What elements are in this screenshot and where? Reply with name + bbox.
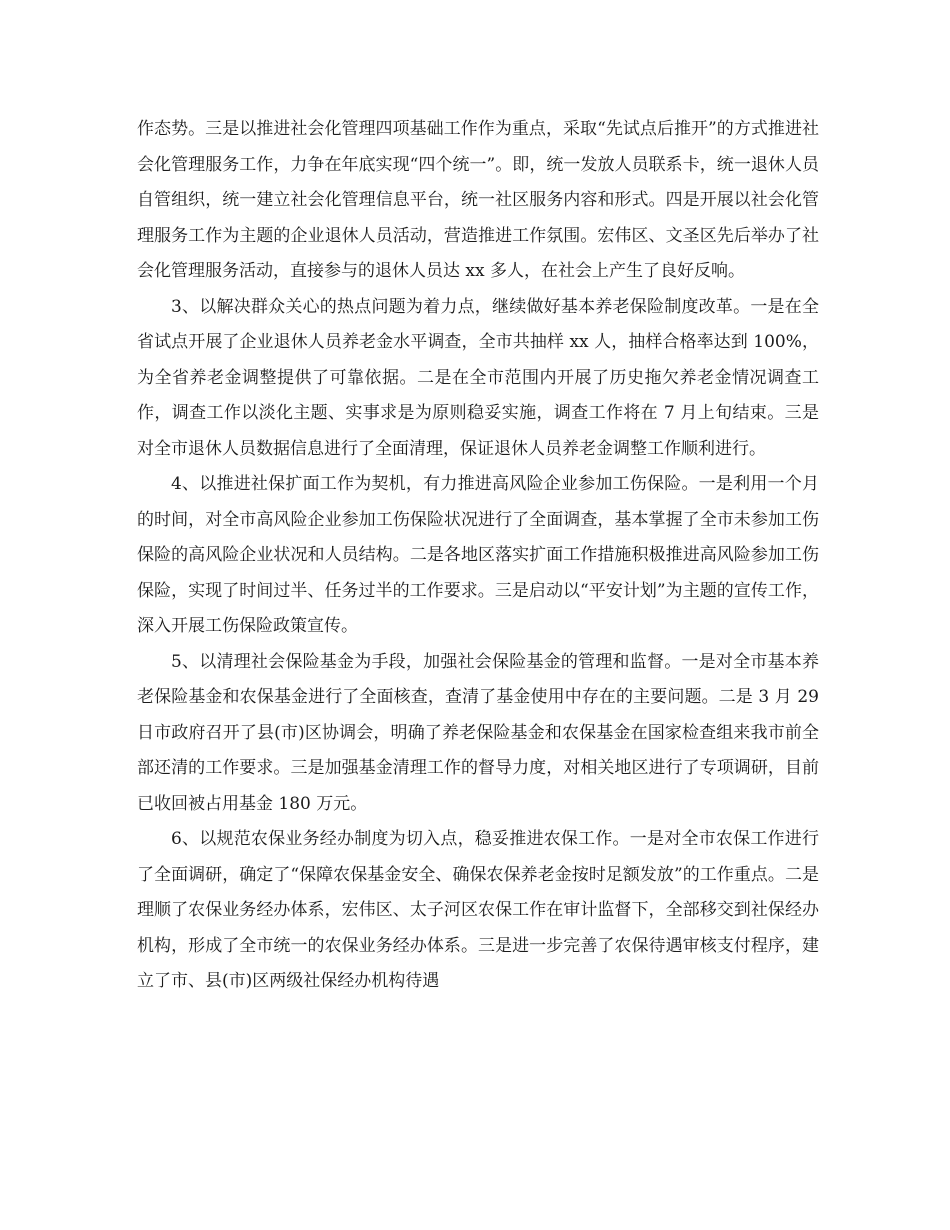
paragraph-item-4: 4、以推进社保扩面工作为契机，有力推进高风险企业参加工伤保险。一是利用一个月的时间，对全市高风险企业参加工伤保险状况进行了全面调查，基本掌握了全市未参加工伤保险的高风险企业状况和人员结构。二是各地区落实扩面工作措施积极推进高风险参加工伤保险，实现了时间过半、任务过半的工作要求。三是启动以“平安计划”为主题的宣传工作，深入开展工伤保险政策宣传。 [137, 474, 819, 636]
paragraph-item-3: 3、以解决群众关心的热点问题为着力点，继续做好基本养老保险制度改革。一是在全省试点开展了企业退休人员养老金水平调查，全市共抽样 xx 人，抽样合格率达到 100%，为全省养老金调整提供了可靠依据。二是在全市范围内开展了历史拖欠养老金情况调查工作，调查工作以淡化主题、实事求是为原则稳妥实施，调查工作将在 7 月上旬结束。三是对全市退休人员数据信息进行了全面清理，保证退休人员养老金调整工作顺利进行。 [137, 296, 819, 459]
paragraph-continuation: 作态势。三是以推进社会化管理四项基础工作作为重点，采取“先试点后推开”的方式推进社会化管理服务工作，力争在年底实现“四个统一”。即，统一发放人员联系卡，统一退休人员自管组织，统一建立社会化管理信息平台，统一社区服务内容和形式。四是开展以社会化管理服务工作为主题的企业退休人员活动，营造推进工作氛围。宏伟区、文圣区先后举办了社会化管理服务活动，直接参与的退休人员达 xx 多人，在社会上产生了良好反响。 [137, 119, 819, 281]
document-body [137, 112, 819, 1000]
paragraph-item-5: 5、以清理社会保险基金为手段，加强社会保险基金的管理和监督。一是对全市基本养老保险基金和农保基金进行了全面核查，查清了基金使用中存在的主要问题。二是 3 月 29 日市政府召开了县(市)区协调会，明确了养老保险基金和农保基金在国家检查组来我市前全部还清的工作要求。三是加强基金清理工作的督导力度，对相关地区进行了专项调研，目前已收回被占用基金 180 万元。 [137, 651, 819, 814]
paragraph-item-6: 6、以规范农保业务经办制度为切入点，稳妥推进农保工作。一是对全市农保工作进行了全面调研，确定了“保障农保基金安全、确保农保养老金按时足额发放”的工作重点。二是理顺了农保业务经办体系，宏伟区、太子河区农保工作在审计监督下，全部移交到社保经办机构，形成了全市统一的农保业务经办体系。三是进一步完善了农保待遇审核支付程序，建立了市、县(市)区两级社保经办机构待遇 [137, 829, 819, 991]
